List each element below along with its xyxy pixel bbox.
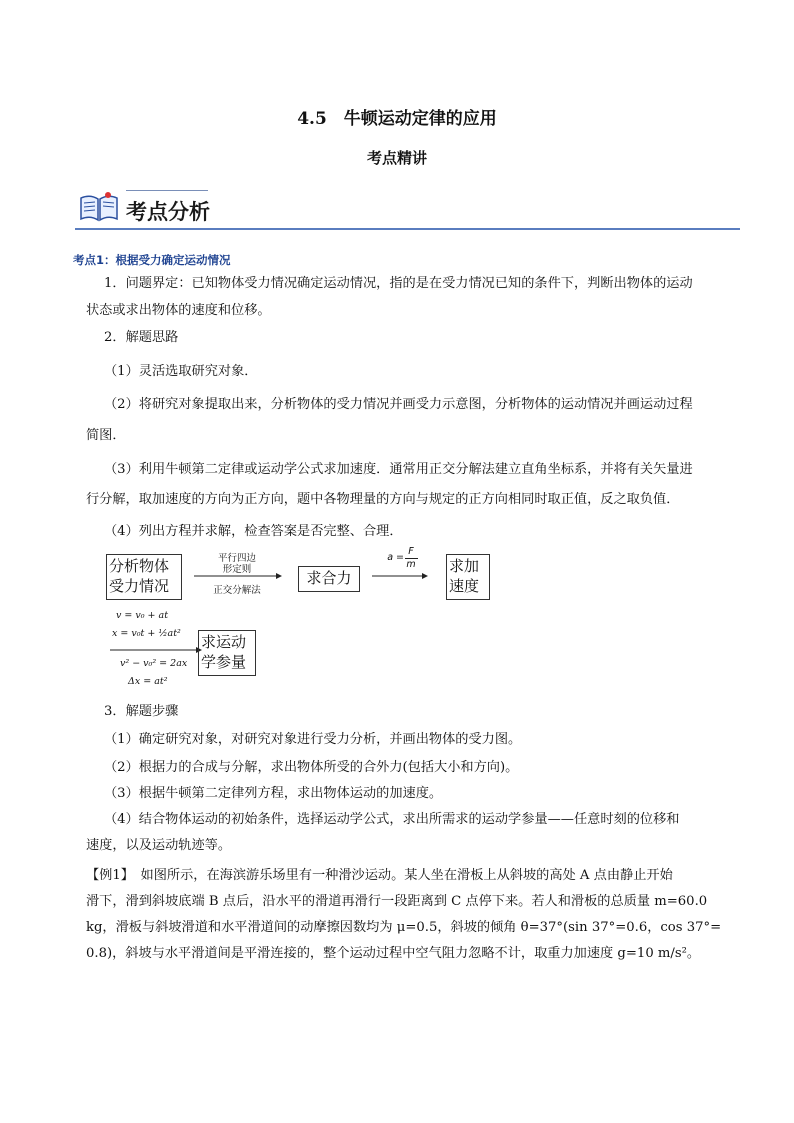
diagram-formula-delta-x: Δx = at²	[128, 676, 168, 687]
paragraph-5a: （3）利用牛顿第二定律或运动学公式求加速度．通常用正交分解法建立直角坐标系，并将有关矢量进	[104, 462, 693, 477]
diagram-box-acceleration-line1: 求加	[449, 557, 480, 575]
diagram-arrow2-numerator: F	[408, 546, 414, 557]
banner-rule	[75, 228, 740, 230]
diagram-formula-velocity: v = v₀ + at	[116, 610, 169, 621]
paragraph-4a: （2）将研究对象提取出来，分析物体的受力情况并画受力示意图，分析物体的运动情况并画运动过程	[104, 397, 693, 412]
diagram-box-net-force: 求合力	[298, 566, 360, 592]
section-title: 考点1：根据受力确定运动情况	[73, 253, 231, 267]
page-title: 4.5 牛顿运动定律的应用	[297, 109, 497, 129]
paragraph-1b: 状态或求出物体的速度和位移。	[86, 303, 271, 318]
diagram-arrow1-label-top2: 形定则	[222, 564, 252, 575]
page-subtitle: 考点精讲	[366, 149, 427, 167]
paragraph-5b: 行分解，取加速度的方向为正方向，题中各物理量的方向与规定的正方向相同时取正值，反之取负值．	[86, 492, 680, 507]
diagram-formula-displacement: x = v₀t + ½at²	[112, 628, 181, 639]
paragraph-1a: 1．问题界定：已知物体受力情况确定运动情况，指的是在受力情况已知的条件下，判断出物体的运动	[104, 276, 693, 291]
paragraph-4b: 简图．	[86, 428, 126, 443]
example-1-line-b: 滑下，滑到斜坡底端 B 点后，沿水平的滑道再滑行一段距离到 C 点停下来。若人和滑板的总质量 m=60.0	[86, 894, 708, 909]
paragraph-3: （1）灵活选取研究对象．	[104, 364, 258, 379]
diagram-box-acceleration	[446, 554, 490, 600]
diagram-box-force-analysis	[106, 554, 182, 600]
paragraph-10: （3）根据牛顿第二定律列方程，求出物体运动的加速度。	[104, 786, 443, 801]
diagram-formula-velocity-squared: v² − v₀² = 2ax	[120, 658, 188, 669]
diagram-arrow1-label-top1: 平行四边	[217, 553, 256, 564]
banner-top-rule	[126, 190, 208, 191]
diagram-box-force-analysis-line2: 受力情况	[109, 577, 170, 595]
diagram-arrow2-formula: a =	[387, 552, 404, 563]
paragraph-9: （2）根据力的合成与分解，求出物体所受的合外力(包括大小和方向)。	[104, 760, 519, 775]
diagram-box-kinematics	[198, 630, 256, 676]
diagram-arrow-1	[194, 572, 282, 580]
diagram-arrow1-label-bottom: 正交分解法	[213, 585, 261, 596]
paragraph-8: （1）确定研究对象，对研究对象进行受力分析，并画出物体的受力图。	[104, 732, 522, 747]
diagram-box-acceleration-line2: 速度	[449, 577, 480, 595]
diagram-arrow-2	[372, 572, 428, 580]
paragraph-6: （4）列出方程并求解，检查答案是否完整、合理．	[104, 524, 403, 539]
open-book-icon	[78, 190, 120, 224]
diagram-box-force-analysis-line1: 分析物体	[109, 557, 170, 575]
banner-title: 考点分析	[126, 200, 210, 224]
diagram-box-kinematics-line1: 求运动	[201, 633, 247, 651]
diagram-box-kinematics-line2: 学参量	[201, 653, 247, 671]
solution-flow-diagram	[106, 548, 546, 696]
example-1-line-d: 0.8)，斜坡与水平滑道间是平滑连接的，整个运动过程中空气阻力忽略不计，取重力加速度 g=10 m/s²。	[86, 946, 701, 961]
paragraph-2: 2．解题思路	[104, 330, 179, 345]
example-1-line-a: 【例1】 如图所示，在海滨游乐场里有一种滑沙运动。某人坐在滑板上从斜坡的高处 A 点由静止开始	[86, 868, 673, 883]
example-1-line-c: kg，滑板与斜坡滑道和水平滑道间的动摩擦因数均为 μ=0.5，斜坡的倾角 θ=37°(sin 37°=0.6，cos 37°=	[86, 920, 722, 935]
paragraph-7: 3．解题步骤	[104, 704, 179, 719]
paragraph-11a: （4）结合物体运动的初始条件，选择运动学公式，求出所需求的运动学参量——任意时刻的位移和	[104, 812, 680, 827]
diagram-arrow-3	[110, 646, 202, 654]
paragraph-11b: 速度，以及运动轨迹等。	[86, 838, 232, 853]
diagram-arrow2-denominator: m	[406, 559, 416, 570]
